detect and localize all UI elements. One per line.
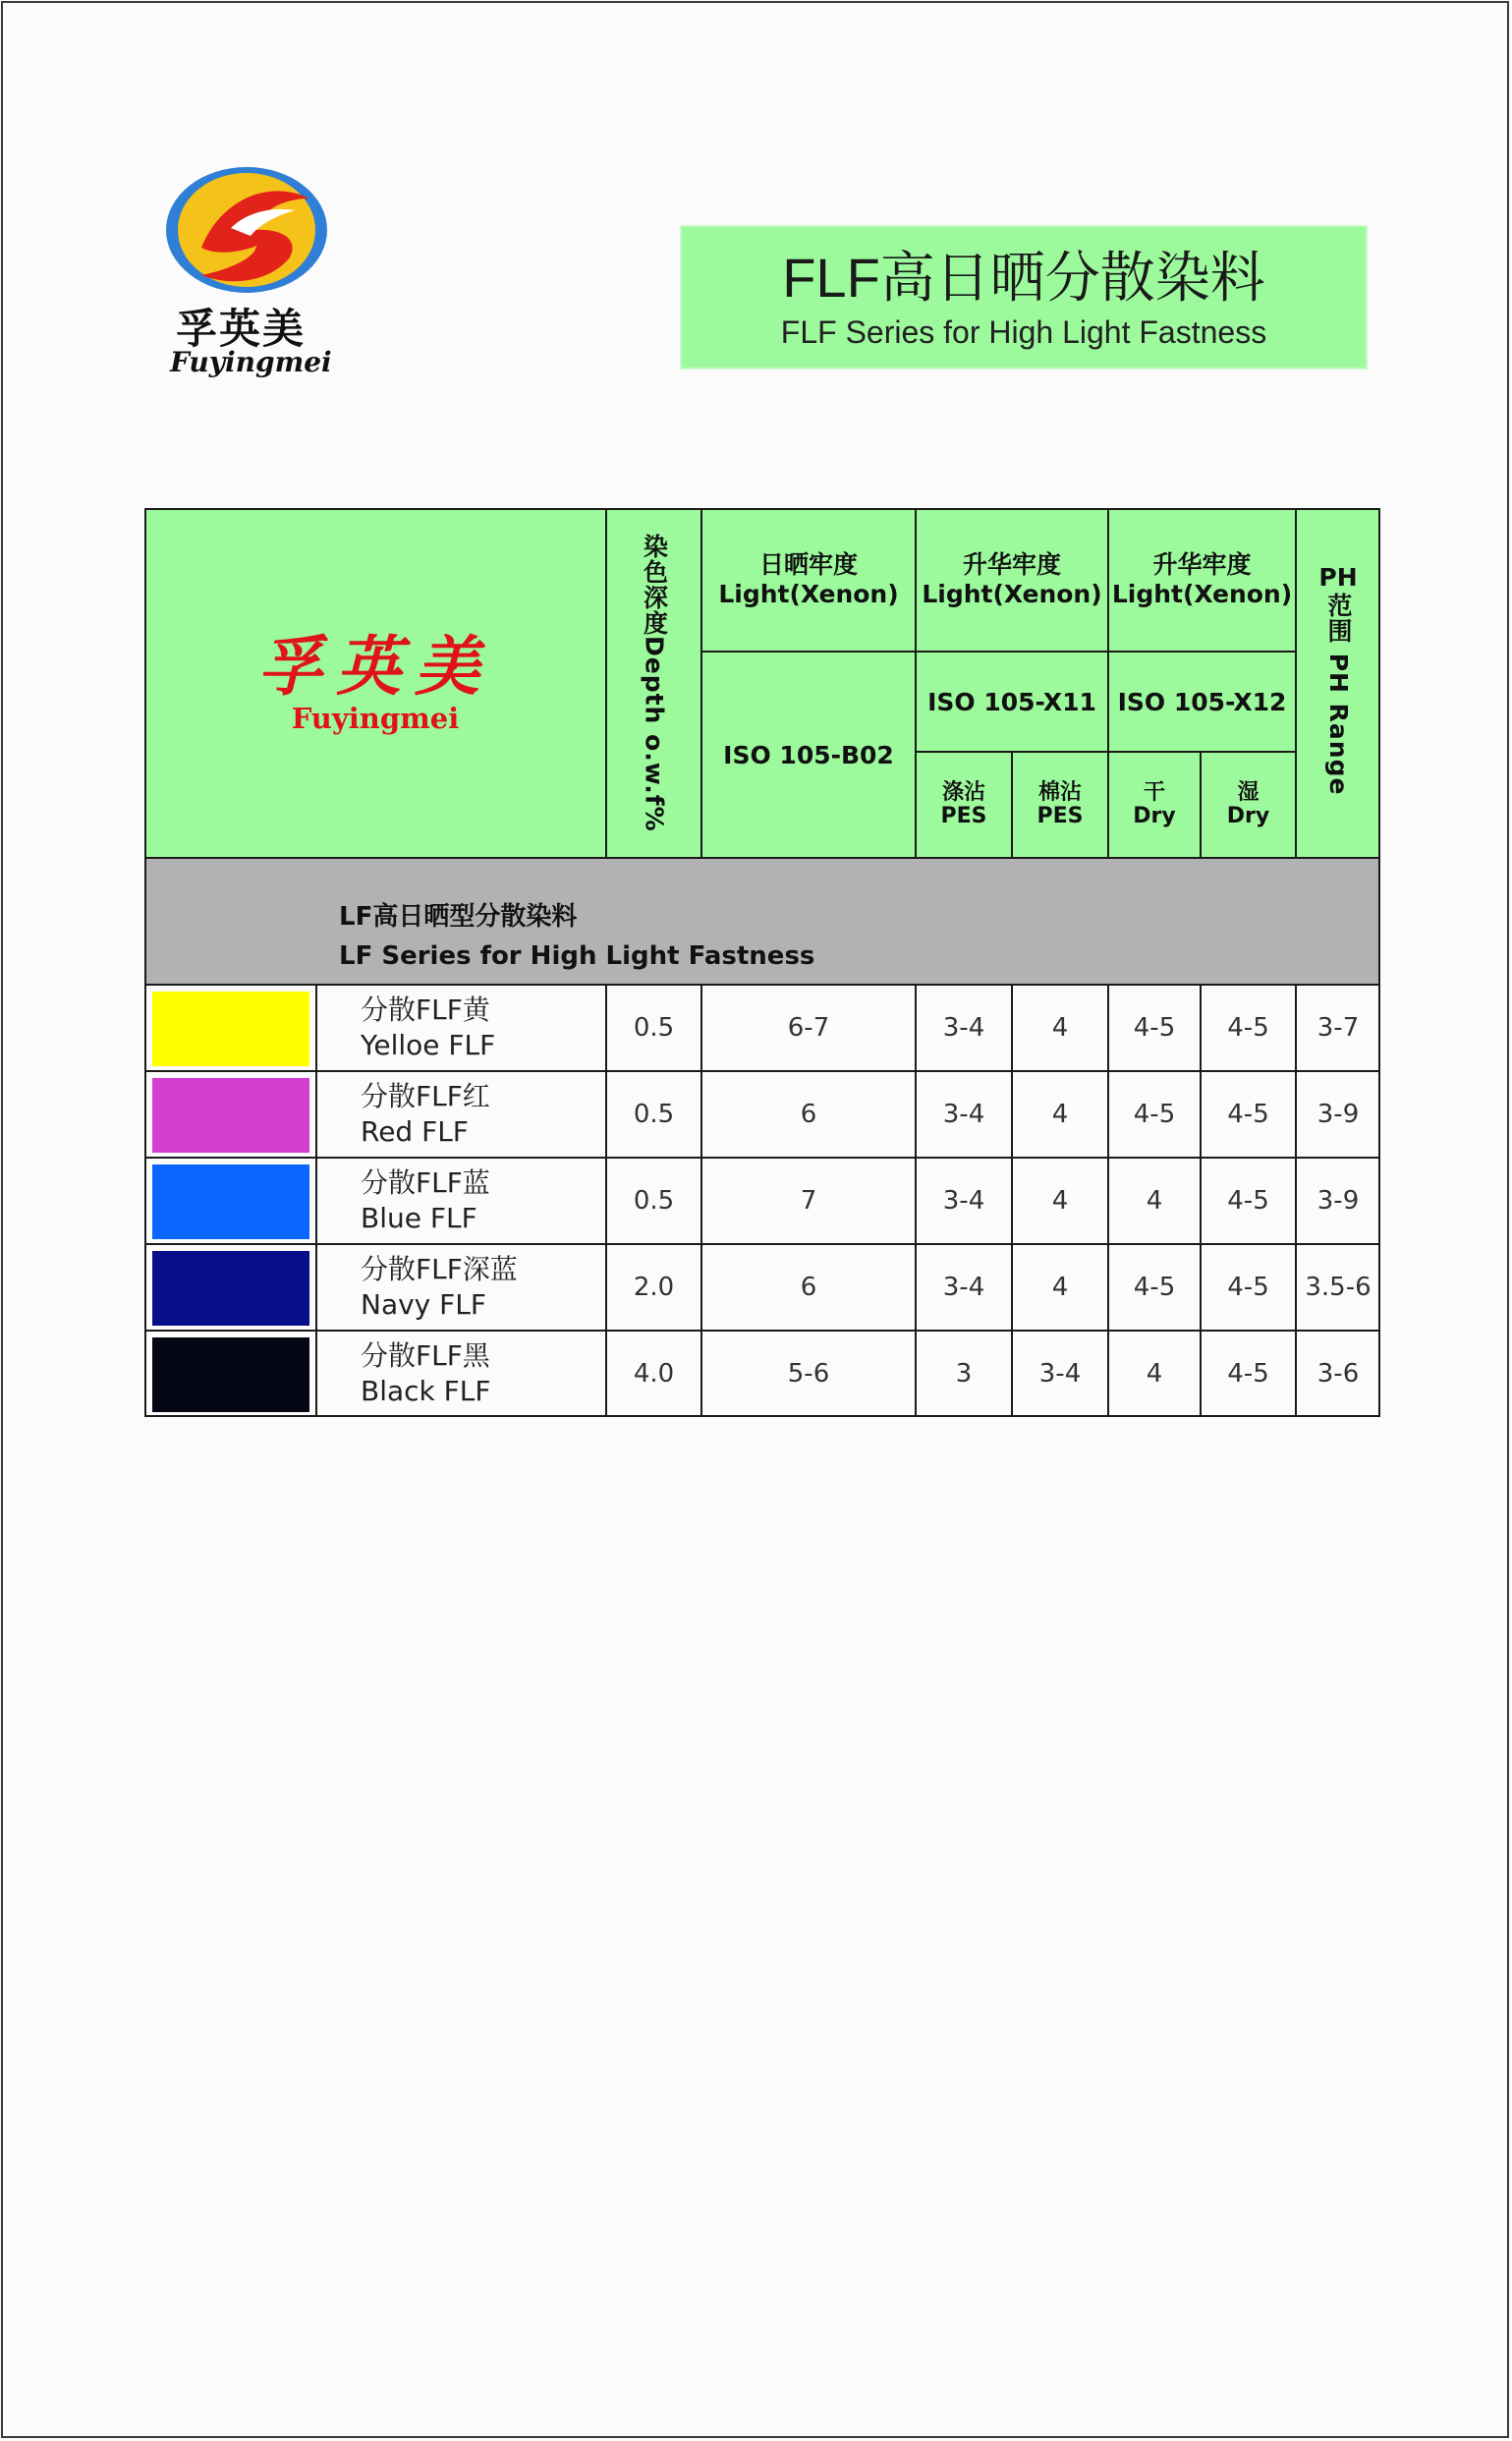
product-name-cn: 分散FLF蓝 <box>361 1166 490 1199</box>
product-name-en: Blue FLF <box>361 1202 477 1234</box>
depth-value: 4.0 <box>633 1359 675 1389</box>
light-fastness-value: 6 <box>800 1273 817 1302</box>
x11-cotton-cell <box>1012 1331 1108 1417</box>
header-x12-en: Light(Xenon) <box>1111 580 1293 608</box>
product-table <box>144 508 1380 1417</box>
product-name-cell <box>361 993 596 1063</box>
x12-wet-cell <box>1201 1244 1296 1331</box>
table-border-left <box>144 508 146 1417</box>
light-fastness-cell <box>701 1331 916 1417</box>
series-title-cn: LF高日晒型分散染料 <box>339 902 578 932</box>
x11-pes-value: 3 <box>955 1359 973 1389</box>
header-light-cn: 日晒牢度 <box>758 550 858 579</box>
grid-line <box>700 508 702 858</box>
header-light-std-cell <box>701 652 916 858</box>
header-brand-en: Fuyingmei <box>291 702 460 735</box>
grid-line <box>915 985 917 1417</box>
header-depth-label: 染色深度Depth o.w.f% <box>640 534 669 832</box>
x11-cotton-value: 4 <box>1051 1100 1069 1129</box>
header-depth-cell <box>606 508 701 858</box>
product-name-en: Navy FLF <box>361 1288 486 1321</box>
x12-dry-value: 4 <box>1146 1186 1163 1216</box>
light-fastness-value: 6-7 <box>787 1013 830 1043</box>
header-x12-dry-cell <box>1108 752 1201 858</box>
product-name-cn: 分散FLF深蓝 <box>361 1253 518 1285</box>
page-title-en: FLF Series for High Light Fastness <box>780 314 1267 350</box>
table-border-bottom <box>144 1415 1380 1417</box>
series-band <box>144 858 1380 985</box>
grid-line <box>144 984 1380 986</box>
x11-cotton-value: 4 <box>1051 1186 1069 1216</box>
table-border-right <box>1378 508 1380 1417</box>
x11-cotton-cell <box>1012 1071 1108 1158</box>
x12-wet-value: 4-5 <box>1227 1013 1269 1043</box>
header-light-cell <box>701 508 916 652</box>
series-title-en: LF Series for High Light Fastness <box>339 941 815 971</box>
x12-dry-cell <box>1108 1331 1201 1417</box>
x11-pes-value: 3-4 <box>942 1013 985 1043</box>
grid-line <box>1200 752 1202 858</box>
x12-dry-value: 4 <box>1146 1359 1163 1389</box>
product-name-cn: 分散FLF黄 <box>361 993 490 1026</box>
color-swatch <box>152 1251 309 1326</box>
light-fastness-cell <box>701 985 916 1071</box>
x12-dry-cell <box>1108 1071 1201 1158</box>
header-brand-cell <box>144 508 606 858</box>
header-x12-wet-cell <box>1201 752 1296 858</box>
ph-range-value: 3-9 <box>1316 1100 1360 1129</box>
x12-dry-cell <box>1108 1158 1201 1244</box>
x11-pes-value: 3-4 <box>942 1273 985 1302</box>
x11-pes-cell <box>916 1158 1012 1244</box>
table-border-top <box>144 508 1380 510</box>
header-x12-wet-cn: 湿 <box>1237 780 1260 805</box>
depth-value: 0.5 <box>633 1100 675 1129</box>
grid-line <box>144 1157 1380 1159</box>
ph-range-cell <box>1296 1331 1380 1417</box>
x12-wet-value: 4-5 <box>1227 1273 1269 1302</box>
logo-chinese-name: 孚英美 <box>175 305 306 353</box>
title-box <box>680 225 1368 369</box>
header-x11-en: Light(Xenon) <box>922 580 1102 608</box>
depth-value: 0.5 <box>633 1186 675 1216</box>
product-name-cell <box>361 1079 596 1150</box>
grid-line <box>700 985 702 1417</box>
grid-line <box>144 1243 1380 1245</box>
depth-cell <box>606 1331 701 1417</box>
grid-line <box>701 651 1296 653</box>
light-fastness-value: 5-6 <box>787 1359 830 1389</box>
product-name-en: Red FLF <box>361 1115 469 1148</box>
x12-wet-cell <box>1201 1071 1296 1158</box>
depth-cell <box>606 1244 701 1331</box>
x11-cotton-cell <box>1012 985 1108 1071</box>
x11-cotton-value: 3-4 <box>1038 1359 1082 1389</box>
light-fastness-cell <box>701 1071 916 1158</box>
depth-value: 2.0 <box>633 1273 675 1302</box>
ph-range-value: 3-9 <box>1316 1186 1360 1216</box>
light-fastness-cell <box>701 1244 916 1331</box>
light-fastness-cell <box>701 1158 916 1244</box>
header-x11-cotton-en: PES <box>1036 804 1084 828</box>
page-title-cn: FLF高日晒分散染料 <box>782 247 1265 309</box>
product-name-en: Yelloe FLF <box>361 1029 496 1061</box>
ph-range-cell <box>1296 1244 1380 1331</box>
grid-line <box>605 985 607 1417</box>
x12-dry-value: 4-5 <box>1133 1013 1176 1043</box>
product-name-cell <box>361 1338 596 1409</box>
ph-range-cell <box>1296 1158 1380 1244</box>
grid-line <box>1200 985 1202 1417</box>
x12-wet-value: 4-5 <box>1227 1359 1269 1389</box>
grid-line <box>315 985 317 1417</box>
header-light-std: ISO 105-B02 <box>723 740 894 769</box>
grid-line <box>1107 508 1109 858</box>
header-x12-cn: 升华牢度 <box>1152 550 1252 579</box>
header-x12-cell <box>1108 508 1296 652</box>
series-band-text <box>339 897 814 976</box>
logo-emblem <box>162 159 329 297</box>
grid-line <box>605 508 607 858</box>
header-x12-std: ISO 105-X12 <box>1117 687 1287 716</box>
header-x12-dry-en: Dry <box>1133 804 1176 828</box>
ph-range-cell <box>1296 985 1380 1071</box>
header-x11-pes-en: PES <box>940 804 987 828</box>
header-x11-cotton-cell <box>1012 752 1108 858</box>
header-ph-cell <box>1296 508 1380 858</box>
x12-wet-value: 4-5 <box>1227 1100 1269 1129</box>
header-light-en: Light(Xenon) <box>718 580 899 608</box>
x12-dry-value: 4-5 <box>1133 1100 1176 1129</box>
header-x11-std: ISO 105-X11 <box>927 687 1096 716</box>
header-x11-std-cell <box>916 652 1108 752</box>
x12-dry-cell <box>1108 985 1201 1071</box>
light-fastness-value: 7 <box>800 1186 817 1216</box>
header-x11-cell <box>916 508 1108 652</box>
product-name-cn: 分散FLF红 <box>361 1080 490 1112</box>
x12-wet-cell <box>1201 985 1296 1071</box>
header-x11-pes-cell <box>916 752 1012 858</box>
product-name-en: Black FLF <box>361 1375 491 1407</box>
ph-range-value: 3.5-6 <box>1305 1273 1372 1302</box>
light-fastness-value: 6 <box>800 1100 817 1129</box>
grid-line <box>144 1330 1380 1332</box>
depth-value: 0.5 <box>633 1013 675 1043</box>
x11-pes-cell <box>916 985 1012 1071</box>
grid-line <box>1011 985 1013 1417</box>
color-swatch <box>152 1164 309 1239</box>
x11-cotton-value: 4 <box>1051 1273 1069 1302</box>
logo-english-name: Fuyingmei <box>170 346 332 378</box>
color-swatch <box>152 1078 309 1153</box>
depth-cell <box>606 985 701 1071</box>
depth-cell <box>606 1071 701 1158</box>
x11-pes-value: 3-4 <box>942 1186 985 1216</box>
x12-wet-value: 4-5 <box>1227 1186 1269 1216</box>
product-name-cell <box>361 1252 596 1323</box>
grid-line <box>1011 752 1013 858</box>
company-logo <box>162 159 334 385</box>
header-x12-std-cell <box>1108 652 1296 752</box>
grid-line <box>144 857 1380 859</box>
product-name-cn: 分散FLF黑 <box>361 1339 490 1372</box>
grid-line <box>144 1070 1380 1072</box>
header-x11-cn: 升华牢度 <box>962 550 1061 579</box>
depth-cell <box>606 1158 701 1244</box>
header-ph-label: PH <box>1318 563 1358 592</box>
ph-range-value: 3-6 <box>1316 1359 1360 1389</box>
grid-line <box>1295 508 1297 858</box>
grid-line <box>1295 985 1297 1417</box>
header-x12-dry-cn: 干 <box>1143 780 1165 805</box>
grid-line <box>915 508 917 858</box>
x11-cotton-cell <box>1012 1244 1108 1331</box>
x11-cotton-value: 4 <box>1051 1013 1069 1043</box>
header-ph-range-label: 范围 PH Range <box>1324 593 1353 796</box>
grid-line <box>916 751 1296 753</box>
x12-dry-value: 4-5 <box>1133 1273 1176 1302</box>
product-name-cell <box>361 1165 596 1236</box>
color-swatch <box>152 1337 309 1412</box>
x12-dry-cell <box>1108 1244 1201 1331</box>
x12-wet-cell <box>1201 1158 1296 1244</box>
ph-range-cell <box>1296 1071 1380 1158</box>
ph-range-value: 3-7 <box>1316 1013 1360 1043</box>
grid-line <box>1107 985 1109 1417</box>
x11-pes-cell <box>916 1244 1012 1331</box>
color-swatch <box>152 992 309 1066</box>
header-brand-cn: 孚英美 <box>257 628 493 705</box>
x11-pes-cell <box>916 1071 1012 1158</box>
x11-cotton-cell <box>1012 1158 1108 1244</box>
x12-wet-cell <box>1201 1331 1296 1417</box>
x11-pes-cell <box>916 1331 1012 1417</box>
header-x11-pes-cn: 涤沾 <box>941 780 985 805</box>
header-x12-wet-en: Dry <box>1226 804 1270 828</box>
x11-pes-value: 3-4 <box>942 1100 985 1129</box>
header-x11-cotton-cn: 棉沾 <box>1037 780 1082 805</box>
